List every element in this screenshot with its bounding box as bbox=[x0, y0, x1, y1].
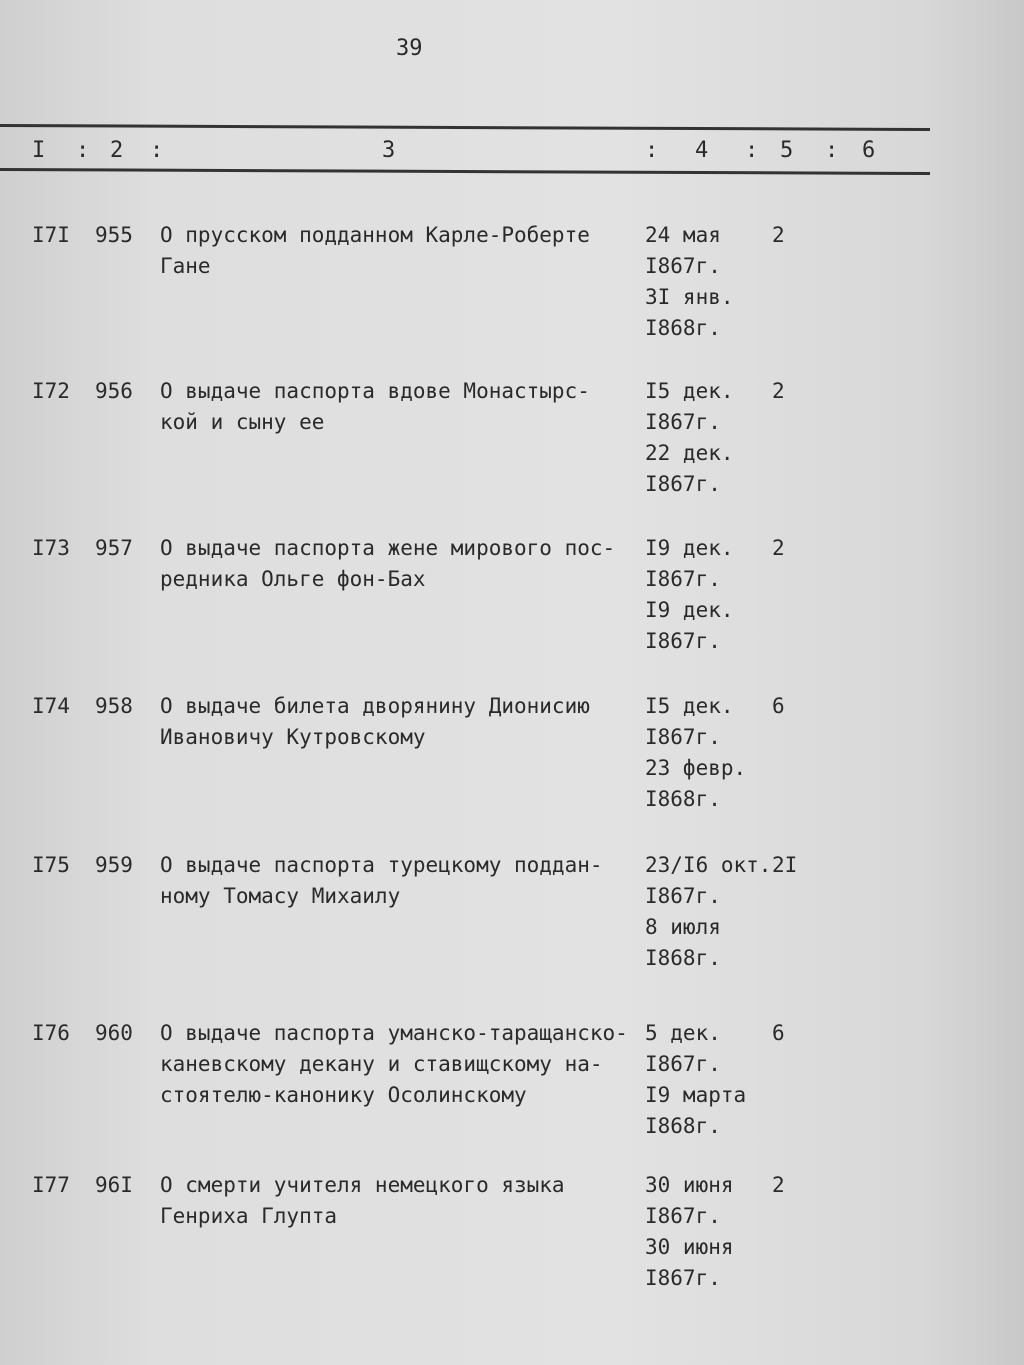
date-line: I867г. bbox=[645, 1052, 721, 1076]
description-line: О выдаче паспорта уманско-таращанско- bbox=[160, 1021, 628, 1045]
description-line: стоятелю-канонику Осолинскому bbox=[160, 1083, 527, 1107]
date-line: I867г. bbox=[645, 254, 721, 278]
description-line: кой и сыну ее bbox=[160, 410, 325, 434]
description-line: О выдаче паспорта турецкому поддан- bbox=[160, 853, 603, 877]
header-sep: : bbox=[825, 138, 839, 163]
date-line: I5 дек. bbox=[645, 694, 734, 718]
file-number: 959 bbox=[95, 853, 133, 877]
date-line: I9 дек. bbox=[645, 598, 734, 622]
date-line: 30 июня bbox=[645, 1173, 734, 1197]
entry-dates bbox=[645, 691, 746, 815]
file-number: 955 bbox=[95, 223, 133, 247]
date-line: I867г. bbox=[645, 884, 721, 908]
header-col4: 4 bbox=[695, 138, 709, 163]
date-line: I5 дек. bbox=[645, 379, 734, 403]
header-col2: 2 bbox=[110, 138, 124, 163]
date-line: I867г. bbox=[645, 1204, 721, 1228]
file-number: 956 bbox=[95, 379, 133, 403]
description-line: редника Ольге фон-Бах bbox=[160, 567, 426, 591]
description-line: О выдаче паспорта жене мирового пос- bbox=[160, 536, 616, 560]
entry-description bbox=[160, 691, 590, 753]
entry-number: I77 bbox=[32, 1173, 70, 1197]
entry-dates bbox=[645, 533, 734, 657]
entry-number: I76 bbox=[32, 1021, 70, 1045]
header-sep: : bbox=[645, 138, 659, 163]
entry-description bbox=[160, 376, 590, 438]
header-sep: : bbox=[76, 138, 90, 163]
header-top-rule bbox=[0, 124, 930, 131]
entry-number: I7I bbox=[32, 223, 70, 247]
date-line: 22 дек. bbox=[645, 441, 734, 465]
entry-dates bbox=[645, 376, 734, 500]
date-line: I867г. bbox=[645, 725, 721, 749]
entry-description bbox=[160, 850, 603, 912]
sheet-count: 6 bbox=[772, 694, 785, 718]
date-line: I9 дек. bbox=[645, 536, 734, 560]
page-number: 39 bbox=[396, 36, 423, 61]
description-line: Ивановичу Кутровскому bbox=[160, 725, 426, 749]
date-line: I868г. bbox=[645, 316, 721, 340]
header-col5: 5 bbox=[780, 138, 794, 163]
entry-number: I75 bbox=[32, 853, 70, 877]
date-line: 23/I6 окт. bbox=[645, 853, 772, 877]
sheet-count: 6 bbox=[772, 1021, 785, 1045]
date-line: I868г. bbox=[645, 946, 721, 970]
description-line: О прусском подданном Карле-Роберте bbox=[160, 223, 590, 247]
sheet-count: 2 bbox=[772, 379, 785, 403]
date-line: I9 марта bbox=[645, 1083, 747, 1107]
description-line: каневскому декану и ставищскому на- bbox=[160, 1052, 603, 1076]
date-line: I868г. bbox=[645, 787, 721, 811]
date-line: I867г. bbox=[645, 567, 721, 591]
sheet-count: 2 bbox=[772, 1173, 785, 1197]
entry-description bbox=[160, 533, 615, 595]
header-sep: : bbox=[150, 138, 164, 163]
header-col3: 3 bbox=[382, 138, 396, 163]
date-line: 24 мая bbox=[645, 223, 721, 247]
description-line: О выдаче паспорта вдове Монастырс- bbox=[160, 379, 590, 403]
entry-number: I73 bbox=[32, 536, 70, 560]
description-line: Генриха Глупта bbox=[160, 1204, 338, 1228]
date-line: 3I янв. bbox=[645, 285, 734, 309]
date-line: I867г. bbox=[645, 629, 721, 653]
entry-number: I74 bbox=[32, 694, 70, 718]
description-line: Гане bbox=[160, 254, 211, 278]
file-number: 960 bbox=[95, 1021, 133, 1045]
header-col6: 6 bbox=[862, 138, 876, 163]
date-line: 23 февр. bbox=[645, 756, 747, 780]
entry-dates bbox=[645, 1170, 734, 1294]
header-col1: I bbox=[32, 138, 46, 163]
entry-dates bbox=[645, 1018, 746, 1142]
date-line: I867г. bbox=[645, 472, 721, 496]
entry-description bbox=[160, 220, 590, 282]
header-bottom-rule bbox=[0, 168, 930, 175]
entry-dates bbox=[645, 850, 771, 974]
file-number: 958 bbox=[95, 694, 133, 718]
date-line: I867г. bbox=[645, 1266, 721, 1290]
header-sep: : bbox=[745, 138, 759, 163]
date-line: I867г. bbox=[645, 410, 721, 434]
date-line: 30 июня bbox=[645, 1235, 734, 1259]
description-line: О смерти учителя немецкого языка bbox=[160, 1173, 565, 1197]
entry-description bbox=[160, 1170, 565, 1232]
date-line: 8 июля bbox=[645, 915, 721, 939]
file-number: 957 bbox=[95, 536, 133, 560]
date-line: I868г. bbox=[645, 1114, 721, 1138]
file-number: 96I bbox=[95, 1173, 133, 1197]
sheet-count: 2 bbox=[772, 223, 785, 247]
description-line: ному Томасу Михаилу bbox=[160, 884, 401, 908]
entry-description bbox=[160, 1018, 628, 1111]
sheet-count: 2I bbox=[772, 853, 798, 877]
sheet-count: 2 bbox=[772, 536, 785, 560]
description-line: О выдаче билета дворянину Дионисию bbox=[160, 694, 590, 718]
date-line: 5 дек. bbox=[645, 1021, 721, 1045]
entry-number: I72 bbox=[32, 379, 70, 403]
entry-dates bbox=[645, 220, 734, 344]
